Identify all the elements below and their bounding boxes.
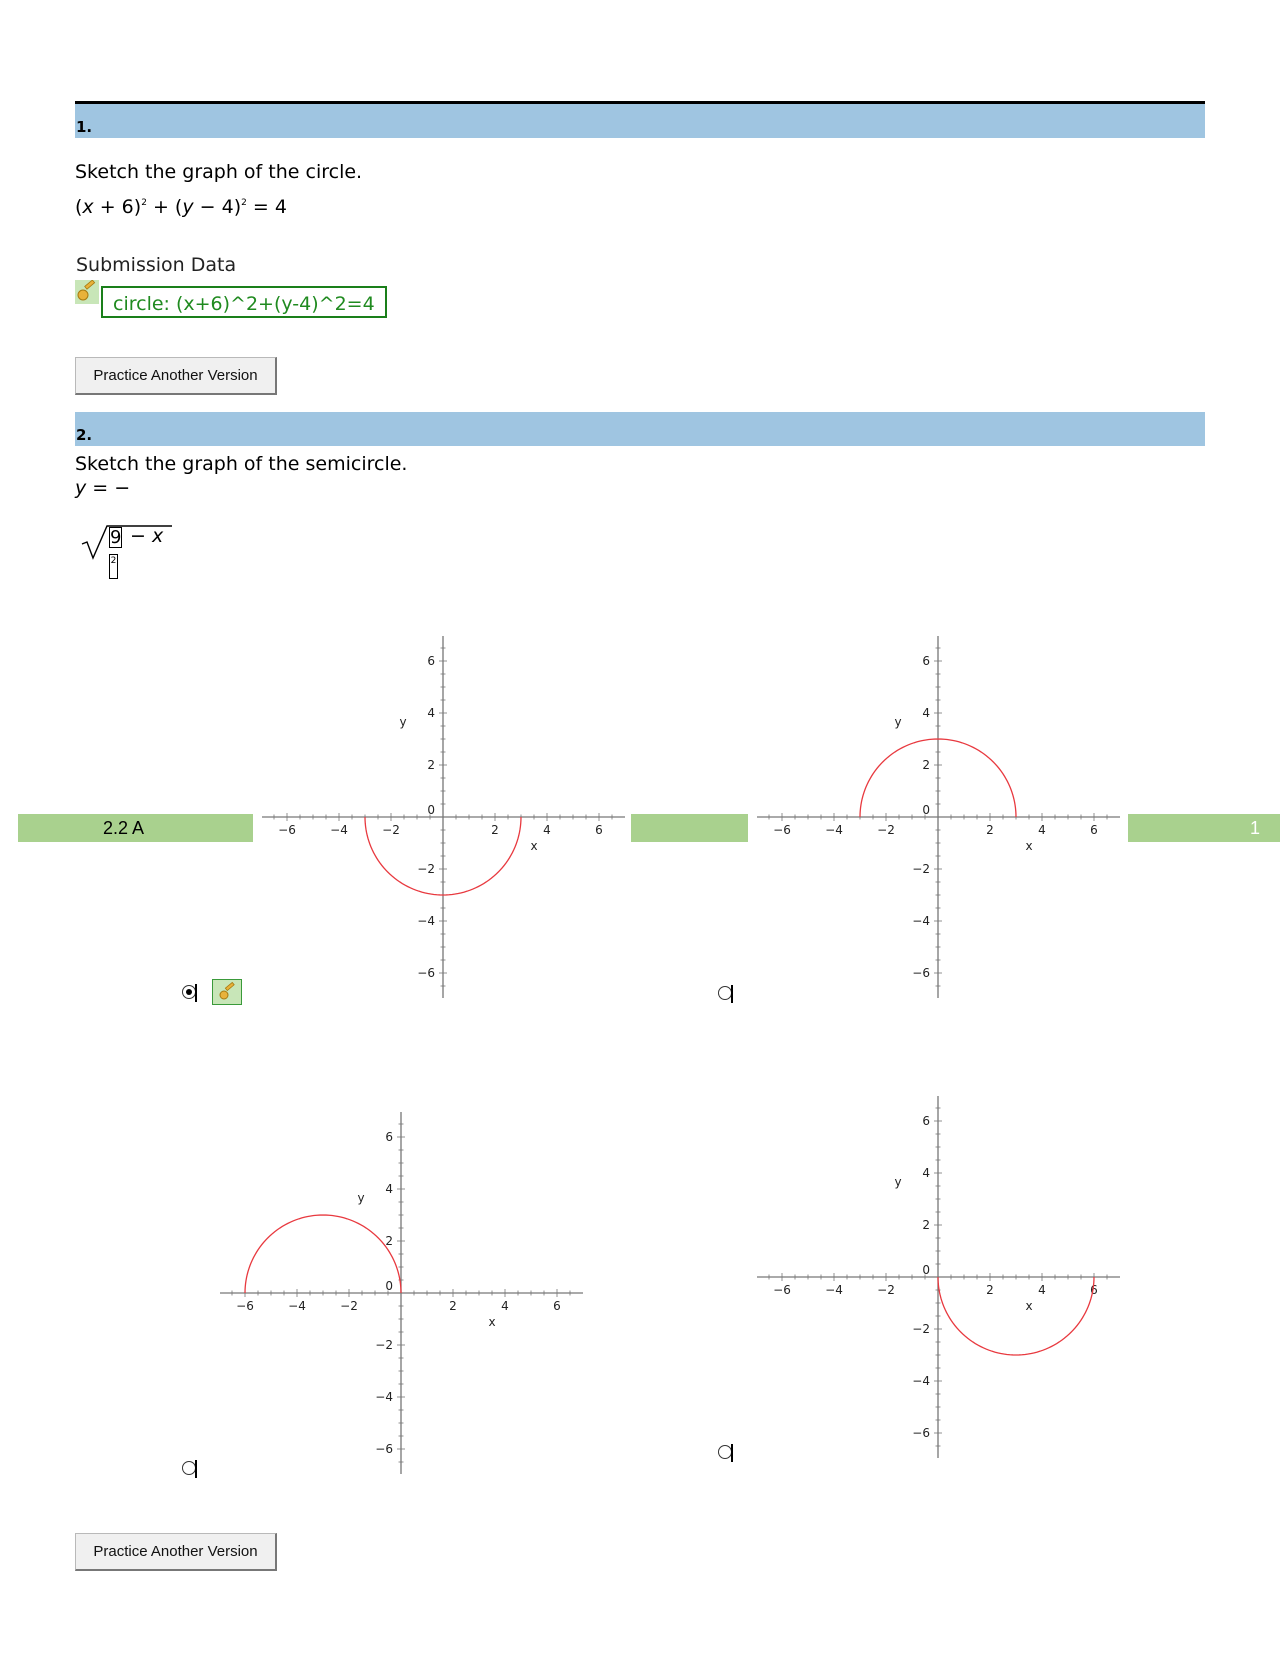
practice-another-version-button[interactable]: Practice Another Version <box>75 357 277 395</box>
answer-option-4-radio[interactable] <box>718 1445 732 1459</box>
x-tick-label: 6 <box>1090 823 1098 837</box>
x-tick-label: 6 <box>1090 1283 1098 1297</box>
question-2-prompt: Sketch the graph of the semicircle. <box>75 453 408 475</box>
x-tick-label: −6 <box>773 1283 791 1297</box>
radio-focus-caret <box>195 1460 197 1478</box>
semicircle-curve <box>938 1277 1094 1355</box>
y-tick-label: 2 <box>427 758 435 772</box>
question-1-header <box>75 104 1205 138</box>
x-tick-label: −6 <box>236 1299 254 1313</box>
x-tick-label: 2 <box>986 1283 994 1297</box>
x-tick-label: −4 <box>825 1283 843 1297</box>
x-tick-label: −4 <box>288 1299 306 1313</box>
x-tick-label: 4 <box>501 1299 509 1313</box>
question-2-equation <box>75 475 130 501</box>
y-tick-label: 4 <box>922 1166 930 1180</box>
x-axis-label: x <box>1025 839 1033 853</box>
x-tick-label: −4 <box>825 823 843 837</box>
y-tick-label: 2 <box>922 758 930 772</box>
y-axis-label: y <box>399 715 407 729</box>
question-1-equation: $(x + 6)^2 + (y - 4)^2 = 4$ <box>75 196 287 218</box>
y-tick-label: −4 <box>912 914 930 928</box>
x-tick-label: 4 <box>1038 1283 1046 1297</box>
square-root-expression <box>80 524 180 580</box>
graph-option-4 <box>757 1096 1120 1458</box>
y-axis-label: y <box>357 1191 365 1205</box>
radicand-term: − x <box>130 525 164 547</box>
x-tick-label: −2 <box>340 1299 358 1313</box>
origin-label: 0 <box>427 803 435 817</box>
key-icon <box>213 980 241 1004</box>
section-label: 2.2 A <box>103 818 145 838</box>
y-tick-label: 4 <box>922 706 930 720</box>
y-axis-label: y <box>894 1175 902 1189</box>
answer-option-2-radio[interactable] <box>718 986 732 1000</box>
origin-label: 0 <box>385 1279 393 1293</box>
y-tick-label: 2 <box>922 1218 930 1232</box>
y-tick-label: 6 <box>922 654 930 668</box>
y-tick-label: 6 <box>385 1130 393 1144</box>
y-tick-label: −2 <box>417 862 435 876</box>
y-tick-label: −6 <box>912 1426 930 1440</box>
eq-var-y: y <box>75 477 87 499</box>
submitted-answer: circle: (x+6)^2+(y-4)^2=4 <box>101 286 387 318</box>
question-number: 1. <box>76 118 93 136</box>
radio-focus-caret <box>731 985 733 1003</box>
x-axis-label: x <box>1025 1299 1033 1313</box>
x-tick-label: 6 <box>595 823 603 837</box>
y-tick-label: −6 <box>375 1442 393 1456</box>
eq-part: + ( <box>152 196 183 218</box>
x-tick-label: −6 <box>278 823 296 837</box>
y-tick-label: −2 <box>912 1322 930 1336</box>
radicand-number: 9 <box>110 527 122 548</box>
y-tick-label: −2 <box>912 862 930 876</box>
graph-option-3 <box>220 1112 583 1474</box>
x-tick-label: 4 <box>1038 823 1046 837</box>
graph-option-1 <box>262 636 625 998</box>
eq-part: = − <box>92 477 131 499</box>
x-tick-label: −6 <box>773 823 791 837</box>
y-axis-label: y <box>894 715 902 729</box>
submission-data-label: Submission Data <box>76 254 237 276</box>
question-2-header <box>75 412 1205 446</box>
section-label-band <box>18 814 253 842</box>
origin-label: 0 <box>922 1263 930 1277</box>
y-tick-label: 6 <box>922 1114 930 1128</box>
semicircle-curve <box>245 1215 401 1293</box>
radicand-exponent: 2 <box>109 554 118 579</box>
x-tick-label: −2 <box>877 1283 895 1297</box>
x-tick-label: −2 <box>382 823 400 837</box>
y-tick-label: −6 <box>912 966 930 980</box>
x-tick-label: −2 <box>877 823 895 837</box>
footer-band <box>631 814 748 842</box>
y-tick-label: 2 <box>385 1234 393 1248</box>
eq-part: + 6) <box>99 196 142 218</box>
x-tick-label: 4 <box>543 823 551 837</box>
y-tick-label: −4 <box>375 1390 393 1404</box>
y-tick-label: 4 <box>427 706 435 720</box>
y-tick-label: −4 <box>912 1374 930 1388</box>
origin-label: 0 <box>922 803 930 817</box>
answer-option-1-radio[interactable] <box>182 985 196 999</box>
page-number-band <box>1128 814 1280 842</box>
x-axis-label: x <box>530 839 538 853</box>
graph-option-2 <box>757 636 1120 998</box>
x-tick-label: 2 <box>491 823 499 837</box>
page-number: 1 <box>1249 818 1260 838</box>
y-tick-label: 6 <box>427 654 435 668</box>
eq-var-x: x <box>82 196 94 218</box>
eq-var-y: y <box>182 196 194 218</box>
question-1-prompt: Sketch the graph of the circle. <box>75 161 363 183</box>
x-tick-label: 2 <box>986 823 994 837</box>
x-axis-label: x <box>488 1315 496 1329</box>
y-tick-label: −2 <box>375 1338 393 1352</box>
key-icon <box>75 280 99 304</box>
eq-part: = 4 <box>252 196 287 218</box>
y-tick-label: −6 <box>417 966 435 980</box>
radio-focus-caret <box>195 984 197 1002</box>
radio-focus-caret <box>731 1444 733 1462</box>
question-number: 2. <box>76 426 93 444</box>
y-tick-label: −4 <box>417 914 435 928</box>
x-tick-label: 2 <box>449 1299 457 1313</box>
practice-another-version-button[interactable]: Practice Another Version <box>75 1533 277 1571</box>
eq-exponent: 2 <box>141 198 147 208</box>
x-tick-label: 6 <box>553 1299 561 1313</box>
correct-answer-key-button <box>212 979 242 1005</box>
eq-exponent: 2 <box>241 198 247 208</box>
answer-option-3-radio[interactable] <box>182 1461 196 1475</box>
x-tick-label: −4 <box>330 823 348 837</box>
y-tick-label: 4 <box>385 1182 393 1196</box>
eq-part: − 4) <box>199 196 242 218</box>
